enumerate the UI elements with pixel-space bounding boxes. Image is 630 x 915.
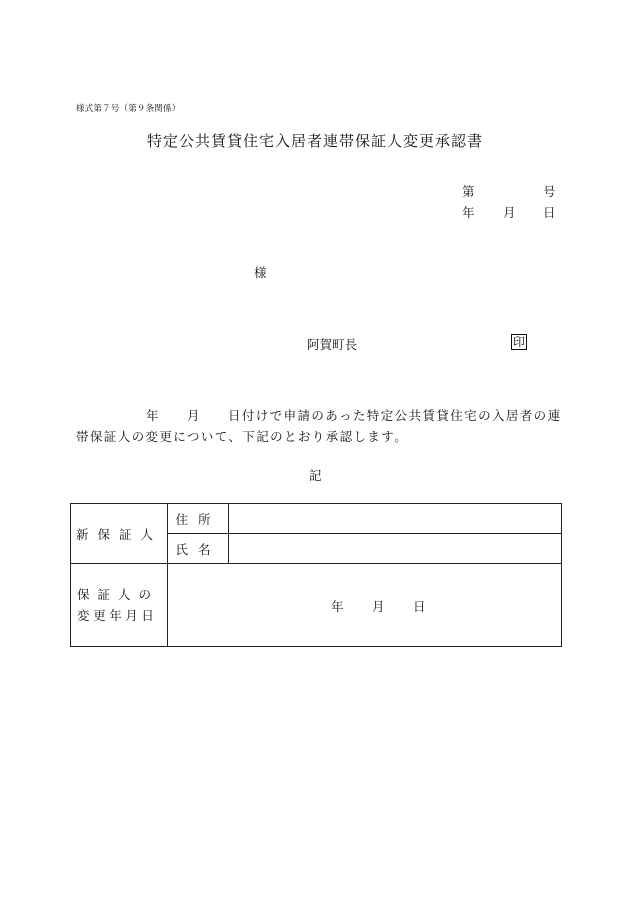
issue-date-year: 年 (462, 205, 475, 220)
change-date-label-line1: 保証人の (77, 587, 160, 602)
ki-heading: 記 (309, 468, 322, 483)
body-year: 年 (146, 408, 160, 423)
body-month: 月 (187, 408, 201, 423)
reference-dai: 第 (462, 184, 475, 199)
issuer-title: 阿賀町長 (307, 337, 358, 352)
document-title: 特定公共賃貸住宅入居者連帯保証人変更承認書 (146, 132, 483, 150)
new-guarantor-label: 新保証人 (75, 526, 162, 542)
body-text-line1: 日付けで申請のあった特定公共賃貸住宅の入居者の連 (228, 408, 562, 423)
change-date-day: 日 (413, 599, 426, 614)
reference-go: 号 (543, 184, 556, 199)
name-label: 氏名 (175, 541, 221, 557)
address-label: 住所 (175, 511, 221, 527)
seal-mark: 印 (513, 335, 526, 349)
change-date-label-line2: 変更年月日 (77, 608, 158, 623)
issue-date-day: 日 (543, 205, 556, 220)
form-number: 様式第７号（第９条関係） (76, 104, 181, 114)
address-field[interactable] (229, 504, 562, 534)
address-label-cell (168, 504, 229, 534)
addressee-sama: 様 (254, 265, 267, 280)
change-date-label-cell (71, 564, 168, 647)
name-label-cell (168, 534, 229, 564)
details-table (70, 503, 562, 647)
change-date-field[interactable] (168, 564, 562, 647)
body-text-line2: 帯保証人の変更について、下記のとおり承認します。 (76, 429, 409, 444)
name-field[interactable] (229, 534, 562, 564)
change-date-year: 年 (331, 599, 344, 614)
change-date-month: 月 (372, 599, 385, 614)
new-guarantor-label-cell (71, 504, 168, 564)
issue-date-month: 月 (503, 205, 516, 220)
